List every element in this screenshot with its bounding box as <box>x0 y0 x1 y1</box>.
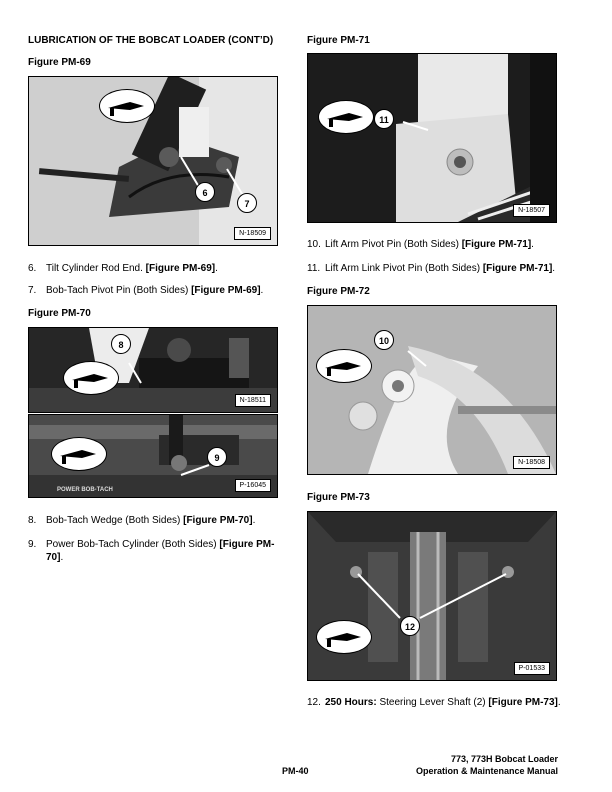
callout-8: 8 <box>111 334 131 354</box>
figure-pm73-label: Figure PM-73 <box>307 492 370 503</box>
item-number: 6. <box>28 263 37 274</box>
list-item-7 <box>28 284 278 298</box>
page-number: PM-40 <box>282 766 309 776</box>
list-item-10 <box>307 238 567 252</box>
item-number: 9. <box>28 539 37 550</box>
figure-pm71-photo <box>307 53 557 223</box>
footer-manual: Operation & Maintenance Manual <box>415 766 558 776</box>
item-number: 7. <box>28 285 37 296</box>
figure-pm72-photo <box>307 305 557 475</box>
callout-11: 11 <box>374 109 394 129</box>
figure-pm70-code-bottom: P-16045 <box>235 479 271 492</box>
figure-pm69-label: Figure PM-69 <box>28 57 91 68</box>
grease-gun-icon <box>51 437 107 471</box>
item-text: 250 Hours: Steering Lever Shaft (2) [Figure PM-73]. <box>325 697 561 708</box>
item-number: 10. <box>307 239 321 250</box>
page-heading: LUBRICATION OF THE BOBCAT LOADER (CONT’D) <box>28 35 274 46</box>
list-item-11 <box>307 262 567 276</box>
grease-gun-icon <box>99 89 155 123</box>
callout-6: 6 <box>195 182 215 202</box>
figure-pm72-code: N-18508 <box>513 456 550 469</box>
figure-pm71-code: N-18507 <box>513 204 550 217</box>
item-text: Lift Arm Pivot Pin (Both Sides) [Figure PM-71]. <box>325 239 534 250</box>
grease-gun-icon <box>318 100 374 134</box>
figure-pm73-photo <box>307 511 557 681</box>
callout-9: 9 <box>207 447 227 467</box>
item-number: 8. <box>28 515 37 526</box>
plate-text: POWER BOB-TACH <box>57 487 113 493</box>
grease-gun-icon <box>316 620 372 654</box>
grease-gun-icon <box>316 349 372 383</box>
footer-model: 773, 773H Bobcat Loader <box>450 754 558 764</box>
grease-gun-icon <box>63 361 119 395</box>
item-text-cont: 70]. <box>46 552 64 563</box>
callout-10: 10 <box>374 330 394 350</box>
figure-pm73-code: P-01533 <box>514 662 550 675</box>
callout-12: 12 <box>400 616 420 636</box>
item-number: 11. <box>307 263 321 274</box>
list-item-8 <box>28 514 278 528</box>
callout-7: 7 <box>237 193 257 213</box>
item-text: Bob-Tach Wedge (Both Sides) [Figure PM-70]. <box>46 515 256 526</box>
figure-pm69-photo <box>28 76 278 246</box>
figure-pm71-label: Figure PM-71 <box>307 35 370 46</box>
list-item-12 <box>307 696 577 710</box>
item-text: Power Bob-Tach Cylinder (Both Sides) [Figure PM- <box>46 539 275 550</box>
item-text: Tilt Cylinder Rod End. [Figure PM-69]. <box>46 263 218 274</box>
figure-pm70-photo-top <box>28 327 278 413</box>
figure-pm72-label: Figure PM-72 <box>307 286 370 297</box>
figure-pm70-label: Figure PM-70 <box>28 308 91 319</box>
list-item-6 <box>28 262 278 276</box>
figure-pm70-photo-bottom <box>28 414 278 498</box>
item-text: Lift Arm Link Pivot Pin (Both Sides) [Figure PM-71]. <box>325 263 556 274</box>
item-text: Bob-Tach Pivot Pin (Both Sides) [Figure PM-69]. <box>46 285 264 296</box>
figure-pm70-code-top: N-18511 <box>235 394 271 407</box>
figure-pm69-code: N-18509 <box>234 227 271 240</box>
list-item-9 <box>28 538 283 566</box>
item-number: 12. <box>307 697 321 708</box>
